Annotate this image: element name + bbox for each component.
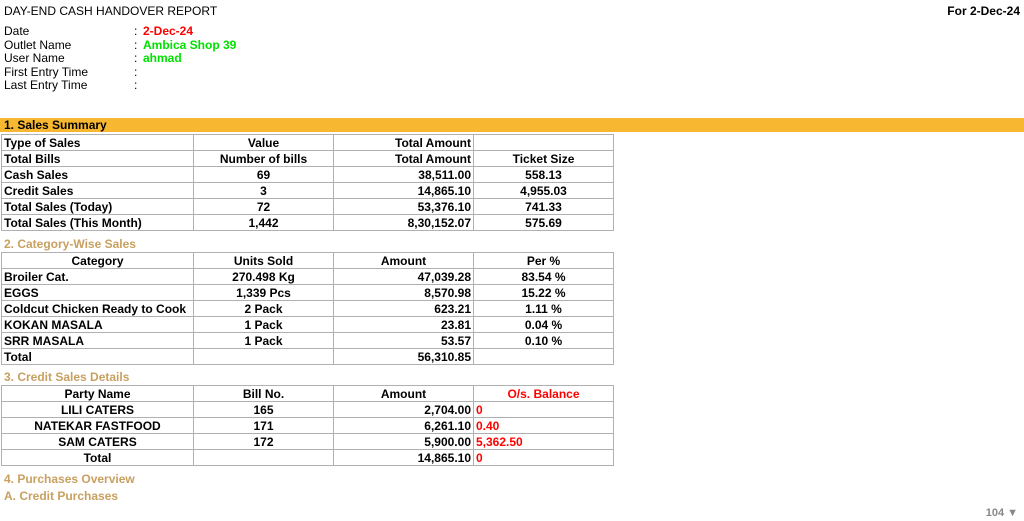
table-cell: 0.04 % (474, 317, 614, 333)
section-credit-sales: 3. Credit Sales Details (4, 370, 130, 384)
info-label: User Name (4, 51, 65, 65)
table-cell: 56,310.85 (334, 349, 474, 365)
table-cell: 53,376.10 (334, 199, 474, 215)
table-cell: Coldcut Chicken Ready to Cook (2, 301, 194, 317)
table-cell: 2 Pack (194, 301, 334, 317)
table-header-cell: Category (2, 253, 194, 269)
table-header-cell: Amount (334, 253, 474, 269)
table-cell: 0 (474, 402, 614, 418)
info-row-first-entry (4, 66, 236, 80)
table-cell: 1,442 (194, 215, 334, 231)
table-cell: SRR MASALA (2, 333, 194, 349)
info-label: Last Entry Time (4, 78, 88, 92)
table-row (2, 167, 614, 183)
report-date-heading: For 2-Dec-24 (947, 4, 1020, 18)
table-row (2, 215, 614, 231)
table-row (2, 183, 614, 199)
info-row-date (4, 25, 236, 39)
info-row-user (4, 52, 236, 66)
table-header-row (2, 386, 614, 402)
table-row (2, 285, 614, 301)
table-cell: 165 (194, 402, 334, 418)
table-cell: Total Sales (This Month) (2, 215, 194, 231)
table-header-cell: Total Amount (334, 151, 474, 167)
table-cell (194, 450, 334, 466)
table-cell: Credit Sales (2, 183, 194, 199)
table-cell: 47,039.28 (334, 269, 474, 285)
table-cell: Total (2, 450, 194, 466)
table-cell: 53.57 (334, 333, 474, 349)
info-label: First Entry Time (4, 64, 89, 79)
table-cell: 23.81 (334, 317, 474, 333)
info-colon: : (134, 24, 138, 38)
table-cell: 0 (474, 450, 614, 466)
table-cell: 0.10 % (474, 333, 614, 349)
table-cell: EGGS (2, 285, 194, 301)
table-header-cell: Type of Sales (2, 135, 194, 151)
table-cell: 3 (194, 183, 334, 199)
table-cell: 1,339 Pcs (194, 285, 334, 301)
section-sales-summary: 1. Sales Summary (0, 118, 1024, 132)
table-cell: 5,900.00 (334, 434, 474, 450)
table-cell: 575.69 (474, 215, 614, 231)
table-cell: 4,955.03 (474, 183, 614, 199)
info-row-last-entry (4, 79, 236, 93)
table-row (2, 418, 614, 434)
table-cell (194, 349, 334, 365)
info-value-date: 2-Dec-24 (143, 24, 194, 38)
table-header-cell (474, 135, 614, 151)
table-cell: LILI CATERS (2, 402, 194, 418)
table-header-cell: Party Name (2, 386, 194, 402)
table-cell: 1 Pack (194, 317, 334, 333)
section-purchases: 4. Purchases Overview (4, 472, 135, 486)
table-cell: 8,570.98 (334, 285, 474, 301)
table-subheader-row (2, 151, 614, 167)
table-cell: 623.21 (334, 301, 474, 317)
table-cell: 0.40 (474, 418, 614, 434)
table-row (2, 301, 614, 317)
table-cell: 14,865.10 (334, 450, 474, 466)
table-cell: 171 (194, 418, 334, 434)
info-colon: : (134, 78, 138, 92)
table-cell: 1.11 % (474, 301, 614, 317)
table-cell: 72 (194, 199, 334, 215)
table-cell: 558.13 (474, 167, 614, 183)
info-label: Outlet Name (4, 37, 72, 52)
table-row (2, 317, 614, 333)
table-cell: Total (2, 349, 194, 365)
table-header-cell: Ticket Size (474, 151, 614, 167)
table-total-row (2, 450, 614, 466)
table-cell: 83.54 % (474, 269, 614, 285)
info-row-outlet (4, 39, 236, 53)
table-row (2, 269, 614, 285)
table-header-cell: Units Sold (194, 253, 334, 269)
table-cell: 69 (194, 167, 334, 183)
info-label: Date (4, 24, 30, 38)
table-cell: 1 Pack (194, 333, 334, 349)
table-header-row (2, 253, 614, 269)
report-info-block (4, 25, 236, 93)
table-cell: 8,30,152.07 (334, 215, 474, 231)
table-header-cell: O/s. Balance (474, 386, 614, 402)
category-sales-table (1, 252, 614, 365)
table-row (2, 333, 614, 349)
table-header-cell: Amount (334, 386, 474, 402)
table-header-cell: Total Bills (2, 151, 194, 167)
table-cell: 14,865.10 (334, 183, 474, 199)
table-cell: SAM CATERS (2, 434, 194, 450)
info-value-outlet: Ambica Shop 39 (143, 37, 237, 52)
info-colon: : (134, 37, 138, 52)
table-cell: 2,704.00 (334, 402, 474, 418)
table-cell: KOKAN MASALA (2, 317, 194, 333)
page-number[interactable]: 104 ▼ (985, 507, 1018, 519)
info-colon: : (134, 64, 138, 79)
table-cell: 172 (194, 434, 334, 450)
table-cell: Broiler Cat. (2, 269, 194, 285)
table-cell: 15.22 % (474, 285, 614, 301)
table-cell: Total Sales (Today) (2, 199, 194, 215)
table-cell: 5,362.50 (474, 434, 614, 450)
table-cell: 38,511.00 (334, 167, 474, 183)
table-row (2, 199, 614, 215)
table-cell: 270.498 Kg (194, 269, 334, 285)
table-cell: 6,261.10 (334, 418, 474, 434)
table-row (2, 402, 614, 418)
table-header-cell: Number of bills (194, 151, 334, 167)
table-row (2, 434, 614, 450)
info-colon: : (134, 51, 138, 65)
section-category-sales: 2. Category-Wise Sales (4, 237, 136, 251)
subsection-credit-purchases: A. Credit Purchases (4, 489, 119, 503)
sales-summary-table (1, 134, 614, 231)
table-cell: NATEKAR FASTFOOD (2, 418, 194, 434)
report-title: DAY-END CASH HANDOVER REPORT (4, 4, 218, 18)
table-total-row (2, 349, 614, 365)
table-header-row (2, 135, 614, 151)
table-header-cell: Value (194, 135, 334, 151)
table-cell (474, 349, 614, 365)
info-value-user: ahmad (143, 51, 182, 65)
table-cell: 741.33 (474, 199, 614, 215)
table-header-cell: Bill No. (194, 386, 334, 402)
credit-sales-table (1, 385, 614, 466)
table-header-cell: Per % (474, 253, 614, 269)
table-cell: Cash Sales (2, 167, 194, 183)
table-header-cell: Total Amount (334, 135, 474, 151)
